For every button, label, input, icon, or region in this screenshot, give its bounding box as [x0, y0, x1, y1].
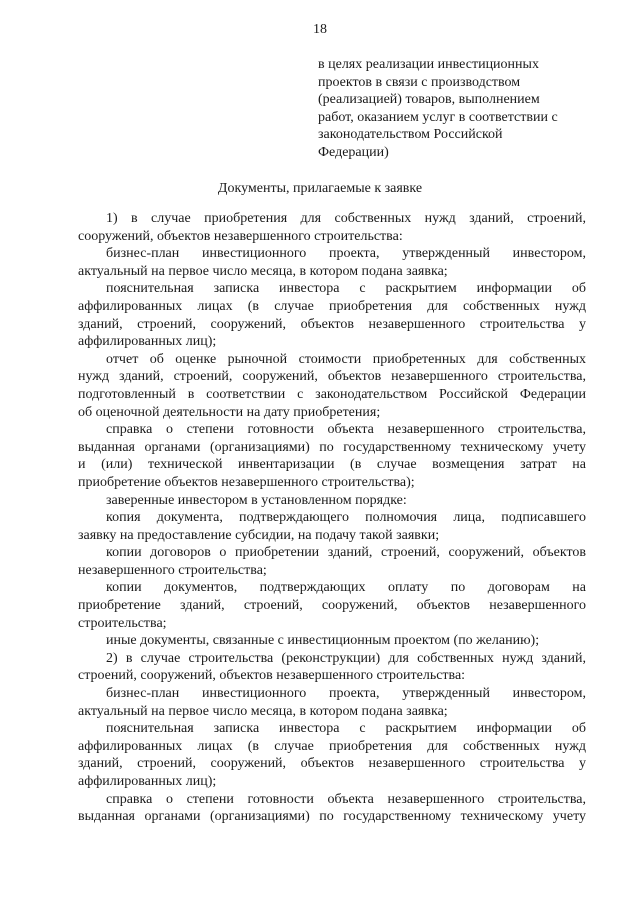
header-line: проектов в связи с производством: [318, 74, 521, 90]
body-line: 1) в случае приобретения для собственных нужд зданий, строений,: [106, 211, 586, 226]
body-line: строительства;: [78, 615, 167, 631]
body-line: сооружений, объектов незавершенного строительства:: [78, 228, 403, 244]
body-line: и (или) технической инвентаризации (в случае возмещения затрат на: [78, 457, 586, 473]
header-line: работ, оказанием услуг в соответствии с: [318, 109, 558, 125]
body-line: бизнес-план инвестиционного проекта, утвержденный инвестором,: [106, 686, 586, 702]
body-line: бизнес-план инвестиционного проекта, утвержденный инвестором,: [106, 246, 586, 262]
body-line: нужд зданий, строений, сооружений, объектов незавершенного строительства,: [78, 369, 586, 385]
body-line: зданий, строений, сооружений, объектов незавершенного строительства у: [78, 756, 586, 772]
body-line: копия документа, подтверждающего полномочия лица, подписавшего: [106, 510, 586, 526]
body-line: иные документы, связанные с инвестиционным проектом (по желанию);: [106, 633, 540, 649]
body-line: актуальный на первое число месяца, в котором подана заявка;: [78, 263, 448, 279]
body-line: выданная органами (организациями) по государственному техническому учету: [78, 439, 586, 455]
header-line: (реализацией) товаров, выполнением: [318, 92, 540, 107]
body-line: незавершенного строительства;: [78, 562, 267, 578]
body-line: подготовленный в соответствии с законодательством Российской Федерации: [78, 386, 586, 402]
body-line: актуальный на первое число месяца, в котором подана заявка;: [78, 703, 448, 719]
document-body: [78, 210, 586, 826]
body-line: отчет об оценке рыночной стоимости приобретенных для собственных: [106, 351, 586, 367]
body-line: приобретение объектов незавершенного строительства);: [78, 474, 415, 490]
body-line: копии документов, подтверждающих оплату по договорам на: [106, 580, 586, 596]
body-line: аффилированных лицах (в случае приобретения для собственных нужд: [78, 738, 586, 754]
body-line: заявку на предоставление субсидии, на подачу такой заявки;: [78, 527, 440, 543]
body-line: 2) в случае строительства (реконструкции) для собственных нужд зданий,: [106, 650, 586, 666]
body-line: приобретение зданий, строений, сооружений, объектов незавершенного: [78, 598, 586, 614]
body-line: выданная органами (организациями) по государственному техническому учету: [78, 809, 586, 825]
section-title: Документы, прилагаемые к заявке: [217, 181, 423, 196]
body-line: копии договоров о приобретении зданий, строений, сооружений, объектов: [106, 545, 586, 561]
body-line: зданий, строений, сооружений, объектов незавершенного строительства у: [78, 316, 586, 332]
body-line: строений, сооружений, объектов незавершенного строительства:: [78, 668, 466, 684]
header-line: законодательством Российской: [318, 127, 503, 142]
body-line: аффилированных лицах (в случае приобретения для собственных нужд: [78, 298, 586, 314]
body-line: об оценочной деятельности на дату приобретения;: [78, 404, 381, 420]
body-line: пояснительная записка инвестора с раскрытием информации об: [106, 281, 586, 297]
body-line: справка о степени готовности объекта незавершенного строительства,: [106, 422, 586, 438]
header-line: в целях реализации инвестиционных: [318, 57, 539, 72]
body-line: заверенные инвестором в установленном порядке:: [106, 492, 407, 508]
body-line: пояснительная записка инвестора с раскрытием информации об: [106, 721, 586, 737]
body-line: аффилированных лиц);: [78, 774, 217, 789]
header-block: [318, 56, 586, 161]
page-number: 18: [313, 22, 327, 37]
header-line: Федерации): [318, 144, 389, 160]
body-line: справка о степени готовности объекта незавершенного строительства,: [106, 791, 586, 807]
body-line: аффилированных лиц);: [78, 334, 217, 350]
